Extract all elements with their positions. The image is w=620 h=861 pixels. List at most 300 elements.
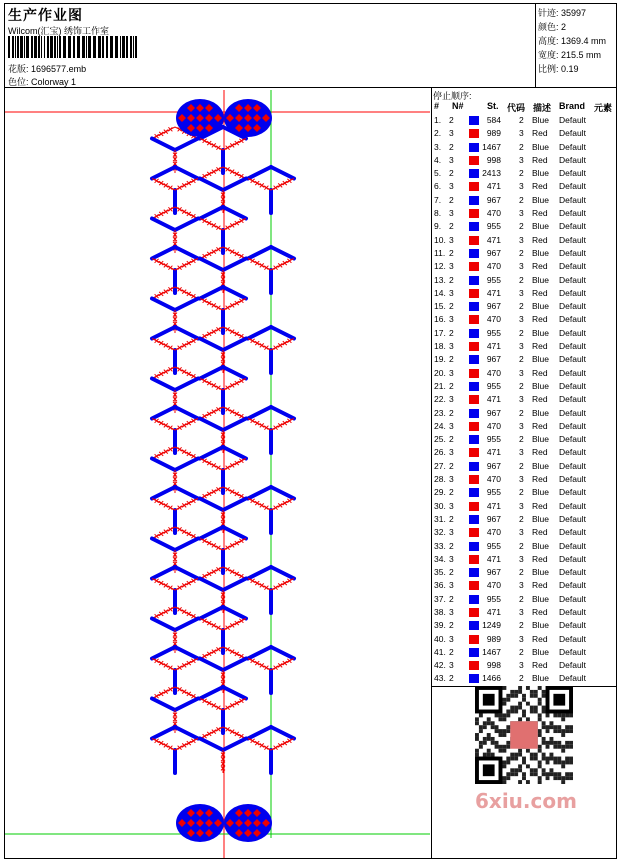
- column-header: 描述: [533, 103, 552, 113]
- row-stitches: 470: [486, 580, 501, 591]
- column-header: N#: [452, 101, 464, 111]
- row-brand: Default: [559, 314, 586, 325]
- colorway-line: [8, 75, 76, 88]
- row-code: 3: [519, 394, 524, 405]
- stop-row: [433, 260, 618, 273]
- row-code: 2: [519, 434, 524, 445]
- row-stitches: 1466: [482, 673, 501, 684]
- row-stitches: 955: [486, 221, 501, 232]
- row-stitches: 471: [486, 447, 501, 458]
- row-number: 15.: [434, 301, 446, 312]
- row-code: 2: [519, 487, 524, 498]
- row-number: 31.: [434, 513, 446, 524]
- row-brand: Default: [559, 354, 586, 365]
- row-code: 3: [519, 314, 524, 325]
- row-brand: Default: [559, 168, 586, 179]
- row-description: Red: [532, 234, 548, 245]
- row-color-number: 2: [449, 487, 454, 498]
- row-description: Red: [532, 527, 548, 538]
- file-value: 1696577.emb: [31, 64, 87, 74]
- row-stitches: 967: [486, 354, 501, 365]
- stop-row: [433, 553, 618, 566]
- row-color-number: 3: [449, 606, 454, 617]
- stop-row: [433, 367, 618, 380]
- row-description: Red: [532, 660, 548, 671]
- stop-row: [433, 407, 618, 420]
- row-number: 36.: [434, 580, 446, 591]
- row-stitches: 967: [486, 513, 501, 524]
- file-line: [8, 62, 86, 75]
- row-description: Blue: [532, 274, 550, 285]
- column-header: 代码: [507, 103, 526, 113]
- stop-row: [433, 500, 618, 513]
- row-code: 3: [519, 367, 524, 378]
- stop-row: [433, 593, 618, 606]
- stop-row: [433, 473, 618, 486]
- row-stitches: 471: [486, 606, 501, 617]
- row-number: 17.: [434, 327, 446, 338]
- row-brand: Default: [559, 394, 586, 405]
- row-stitches: 955: [486, 593, 501, 604]
- row-description: Blue: [532, 141, 550, 152]
- row-brand: Default: [559, 673, 586, 684]
- row-stitches: 470: [486, 367, 501, 378]
- row-description: Blue: [532, 460, 550, 471]
- row-description: Red: [532, 287, 548, 298]
- row-stitches: 967: [486, 301, 501, 312]
- row-code: 3: [519, 447, 524, 458]
- row-number: 41.: [434, 646, 446, 657]
- row-description: Blue: [532, 434, 550, 445]
- row-description: Blue: [532, 194, 550, 205]
- row-color-number: 2: [449, 434, 454, 445]
- row-number: 24.: [434, 420, 446, 431]
- row-code: 2: [519, 540, 524, 551]
- row-stitches: 967: [486, 460, 501, 471]
- stop-row: [433, 247, 618, 260]
- row-brand: Default: [559, 580, 586, 591]
- row-number: 7.: [434, 194, 442, 205]
- row-description: Red: [532, 474, 548, 485]
- row-color-number: 2: [449, 673, 454, 684]
- row-description: Red: [532, 447, 548, 458]
- row-stitches: 955: [486, 540, 501, 551]
- row-brand: Default: [559, 115, 586, 125]
- row-color-number: 2: [449, 354, 454, 365]
- row-number: 2.: [434, 128, 442, 139]
- row-stitches: 955: [486, 274, 501, 285]
- row-description: Red: [532, 314, 548, 325]
- stop-row: [433, 127, 618, 140]
- row-color-number: 3: [449, 154, 454, 165]
- row-brand: Default: [559, 367, 586, 378]
- row-color-number: 3: [449, 500, 454, 511]
- row-description: Blue: [532, 646, 550, 657]
- row-code: 2: [519, 168, 524, 179]
- row-color-number: 2: [449, 247, 454, 258]
- row-stitches: 470: [486, 314, 501, 325]
- row-number: 22.: [434, 394, 446, 405]
- row-number: 20.: [434, 367, 446, 378]
- stop-row: [433, 486, 618, 499]
- stop-row: [433, 393, 618, 406]
- row-brand: Default: [559, 474, 586, 485]
- row-stitches: 1467: [482, 646, 501, 657]
- row-brand: Default: [559, 274, 586, 285]
- qr-code: [475, 686, 573, 784]
- row-description: Blue: [532, 487, 550, 498]
- row-code: 3: [519, 234, 524, 245]
- row-stitches: 471: [486, 553, 501, 564]
- row-color-number: 2: [449, 274, 454, 285]
- row-brand: Default: [559, 567, 586, 578]
- row-number: 27.: [434, 460, 446, 471]
- row-brand: Default: [559, 181, 586, 192]
- stop-row: [433, 234, 618, 247]
- row-stitches: 989: [486, 128, 501, 139]
- row-color-number: 2: [449, 407, 454, 418]
- row-color-number: 3: [449, 128, 454, 139]
- row-brand: Default: [559, 660, 586, 671]
- row-color-number: 3: [449, 633, 454, 644]
- row-color-number: 3: [449, 474, 454, 485]
- row-stitches: 998: [486, 154, 501, 165]
- row-color-number: 2: [449, 168, 454, 179]
- row-code: 2: [519, 460, 524, 471]
- row-color-number: 3: [449, 447, 454, 458]
- stop-row: [433, 433, 618, 446]
- row-description: Red: [532, 208, 548, 219]
- row-number: 37.: [434, 593, 446, 604]
- row-stitches: 955: [486, 380, 501, 391]
- row-description: Blue: [532, 593, 550, 604]
- stop-row: [433, 540, 618, 553]
- stop-row: [433, 566, 618, 579]
- row-code: 3: [519, 553, 524, 564]
- row-number: 13.: [434, 274, 446, 285]
- stop-row: [433, 646, 618, 659]
- row-code: 2: [519, 301, 524, 312]
- row-number: 32.: [434, 527, 446, 538]
- row-brand: Default: [559, 341, 586, 352]
- row-stitches: 584: [486, 115, 501, 125]
- stat-scale: 比例: 0.19: [538, 64, 579, 74]
- row-description: Blue: [532, 673, 550, 684]
- stop-row: [433, 619, 618, 632]
- stop-row: [433, 446, 618, 459]
- row-description: Blue: [532, 327, 550, 338]
- row-code: 3: [519, 500, 524, 511]
- row-stitches: 471: [486, 181, 501, 192]
- row-brand: Default: [559, 553, 586, 564]
- column-header: Brand: [559, 101, 586, 111]
- row-description: Blue: [532, 168, 550, 179]
- row-number: 1.: [434, 115, 442, 125]
- row-code: 2: [519, 194, 524, 205]
- header-divider: [4, 87, 617, 88]
- row-description: Red: [532, 633, 548, 644]
- row-number: 19.: [434, 354, 446, 365]
- row-stitches: 967: [486, 247, 501, 258]
- stop-row: [433, 420, 618, 433]
- stop-row: [433, 274, 618, 287]
- row-color-number: 2: [449, 115, 454, 125]
- row-description: Blue: [532, 115, 550, 125]
- row-brand: Default: [559, 287, 586, 298]
- row-brand: Default: [559, 221, 586, 232]
- colorway-value: Colorway 1: [31, 77, 77, 87]
- column-header: St.: [487, 101, 499, 111]
- row-code: 3: [519, 580, 524, 591]
- row-stitches: 998: [486, 660, 501, 671]
- row-description: Red: [532, 181, 548, 192]
- row-stitches: 989: [486, 633, 501, 644]
- row-number: 35.: [434, 567, 446, 578]
- row-color-number: 3: [449, 420, 454, 431]
- row-description: Red: [532, 128, 548, 139]
- stat-colors: 颜色: 2: [538, 22, 567, 32]
- row-code: 2: [519, 247, 524, 258]
- column-header: #: [434, 101, 440, 111]
- row-brand: Default: [559, 208, 586, 219]
- stop-row: [433, 300, 618, 313]
- row-description: Blue: [532, 620, 550, 631]
- row-stitches: 967: [486, 194, 501, 205]
- row-stitches: 1249: [482, 620, 501, 631]
- row-color-number: 3: [449, 341, 454, 352]
- row-number: 18.: [434, 341, 446, 352]
- row-description: Blue: [532, 540, 550, 551]
- row-color-number: 3: [449, 367, 454, 378]
- row-brand: Default: [559, 620, 586, 631]
- row-color-number: 2: [449, 327, 454, 338]
- row-code: 3: [519, 420, 524, 431]
- row-description: Blue: [532, 513, 550, 524]
- row-description: Blue: [532, 354, 550, 365]
- stop-row: [433, 460, 618, 473]
- stop-row: [433, 313, 618, 326]
- file-label: 花版:: [8, 64, 29, 74]
- row-number: 39.: [434, 620, 446, 631]
- row-number: 21.: [434, 380, 446, 391]
- row-code: 3: [519, 606, 524, 617]
- row-number: 16.: [434, 314, 446, 325]
- stop-row: [433, 353, 618, 366]
- row-stitches: 967: [486, 567, 501, 578]
- row-stitches: 471: [486, 234, 501, 245]
- row-stitches: 470: [486, 208, 501, 219]
- row-number: 10.: [434, 234, 446, 245]
- row-color-number: 2: [449, 620, 454, 631]
- row-description: Red: [532, 341, 548, 352]
- row-description: Red: [532, 580, 548, 591]
- row-description: Blue: [532, 407, 550, 418]
- stop-row: [433, 340, 618, 353]
- row-brand: Default: [559, 460, 586, 471]
- row-code: 2: [519, 407, 524, 418]
- row-description: Red: [532, 154, 548, 165]
- row-brand: Default: [559, 434, 586, 445]
- row-description: Red: [532, 553, 548, 564]
- row-code: 2: [519, 115, 524, 125]
- row-color-number: 2: [449, 141, 454, 152]
- row-number: 9.: [434, 221, 442, 232]
- row-brand: Default: [559, 513, 586, 524]
- row-stitches: 471: [486, 287, 501, 298]
- row-color-number: 3: [449, 527, 454, 538]
- row-brand: Default: [559, 500, 586, 511]
- row-code: 3: [519, 181, 524, 192]
- row-code: 3: [519, 660, 524, 671]
- row-color-number: 3: [449, 660, 454, 671]
- row-color-number: 2: [449, 460, 454, 471]
- row-stitches: 471: [486, 500, 501, 511]
- row-brand: Default: [559, 261, 586, 272]
- row-brand: Default: [559, 420, 586, 431]
- row-description: Blue: [532, 247, 550, 258]
- row-number: 5.: [434, 168, 442, 179]
- row-number: 14.: [434, 287, 446, 298]
- row-stitches: 470: [486, 261, 501, 272]
- row-stitches: 955: [486, 487, 501, 498]
- row-stitches: 955: [486, 327, 501, 338]
- row-brand: Default: [559, 234, 586, 245]
- row-number: 42.: [434, 660, 446, 671]
- row-stitches: 1467: [482, 141, 501, 152]
- stop-row: [433, 659, 618, 672]
- row-color-number: 2: [449, 380, 454, 391]
- row-color-number: 3: [449, 553, 454, 564]
- row-brand: Default: [559, 301, 586, 312]
- row-description: Red: [532, 261, 548, 272]
- page-title: 生产作业图: [8, 7, 83, 23]
- row-code: 3: [519, 154, 524, 165]
- row-brand: Default: [559, 247, 586, 258]
- row-code: 3: [519, 208, 524, 219]
- row-code: 3: [519, 341, 524, 352]
- stat-width: 宽度: 215.5 mm: [538, 50, 602, 60]
- row-description: Blue: [532, 301, 550, 312]
- row-color-number: 3: [449, 287, 454, 298]
- stop-row: [433, 207, 618, 220]
- colorway-label: 色位:: [8, 77, 29, 87]
- row-description: Red: [532, 367, 548, 378]
- row-code: 2: [519, 513, 524, 524]
- row-stitches: 471: [486, 341, 501, 352]
- row-number: 29.: [434, 487, 446, 498]
- row-number: 6.: [434, 181, 442, 192]
- stop-sequence-list: [433, 114, 618, 687]
- row-color-number: 2: [449, 301, 454, 312]
- row-brand: Default: [559, 593, 586, 604]
- column-header: 元素: [594, 103, 613, 113]
- stop-row: [433, 167, 618, 180]
- company-name: Wilcom(汇宝) 绣饰工作室: [8, 26, 109, 36]
- row-code: 3: [519, 128, 524, 139]
- row-stitches: 470: [486, 474, 501, 485]
- row-brand: Default: [559, 327, 586, 338]
- row-code: 3: [519, 527, 524, 538]
- row-description: Blue: [532, 221, 550, 232]
- row-brand: Default: [559, 447, 586, 458]
- stop-row: [433, 114, 618, 127]
- row-brand: Default: [559, 194, 586, 205]
- row-stitches: 2413: [482, 168, 501, 179]
- watermark-text: 6xiu.com: [475, 789, 577, 813]
- row-brand: Default: [559, 633, 586, 644]
- row-color-number: 2: [449, 194, 454, 205]
- stop-row: [433, 180, 618, 193]
- stop-row: [433, 579, 618, 592]
- stat-height: 高度: 1369.4 mm: [538, 36, 607, 46]
- row-number: 4.: [434, 154, 442, 165]
- row-code: 2: [519, 274, 524, 285]
- row-color-number: 2: [449, 540, 454, 551]
- stop-row: [433, 141, 618, 154]
- row-brand: Default: [559, 380, 586, 391]
- row-number: 3.: [434, 141, 442, 152]
- row-brand: Default: [559, 141, 586, 152]
- row-brand: Default: [559, 128, 586, 139]
- row-number: 38.: [434, 606, 446, 617]
- row-number: 28.: [434, 474, 446, 485]
- row-number: 43.: [434, 673, 446, 684]
- row-color-number: 2: [449, 567, 454, 578]
- stop-row: [433, 327, 618, 340]
- row-brand: Default: [559, 540, 586, 551]
- row-code: 2: [519, 380, 524, 391]
- stop-row: [433, 526, 618, 539]
- row-brand: Default: [559, 487, 586, 498]
- row-description: Red: [532, 606, 548, 617]
- row-brand: Default: [559, 154, 586, 165]
- row-code: 2: [519, 673, 524, 684]
- row-brand: Default: [559, 606, 586, 617]
- row-code: 3: [519, 287, 524, 298]
- row-brand: Default: [559, 527, 586, 538]
- row-number: 40.: [434, 633, 446, 644]
- row-color-number: 2: [449, 513, 454, 524]
- stop-row: [433, 513, 618, 526]
- row-color-number: 3: [449, 181, 454, 192]
- row-stitches: 967: [486, 407, 501, 418]
- row-description: Blue: [532, 380, 550, 391]
- row-color-number: 2: [449, 646, 454, 657]
- row-color-number: 2: [449, 593, 454, 604]
- row-stitches: 955: [486, 434, 501, 445]
- row-code: 3: [519, 261, 524, 272]
- row-brand: Default: [559, 407, 586, 418]
- stop-row: [433, 380, 618, 393]
- row-code: 2: [519, 354, 524, 365]
- row-code: 2: [519, 646, 524, 657]
- row-code: 2: [519, 567, 524, 578]
- row-code: 3: [519, 633, 524, 644]
- row-description: Red: [532, 500, 548, 511]
- row-description: Blue: [532, 567, 550, 578]
- row-number: 8.: [434, 208, 442, 219]
- embroidery-preview: [5, 90, 430, 858]
- row-color-number: 2: [449, 221, 454, 232]
- row-number: 23.: [434, 407, 446, 418]
- stop-row: [433, 287, 618, 300]
- row-brand: Default: [559, 646, 586, 657]
- row-color-number: 3: [449, 314, 454, 325]
- row-code: 3: [519, 474, 524, 485]
- row-color-number: 3: [449, 234, 454, 245]
- stop-row: [433, 672, 618, 685]
- list-divider: [431, 88, 432, 859]
